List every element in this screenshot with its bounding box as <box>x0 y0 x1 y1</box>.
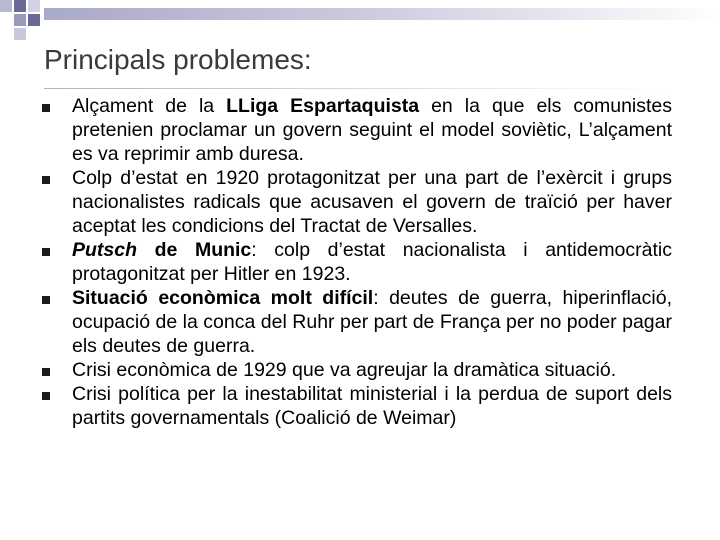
bullet-text-post: : deutes de guerra, hiperinflació, ocupació de la conca del Ruhr per part de França per no poder pagar els deutes de guerra. <box>72 287 672 357</box>
bullet-text: Colp d’estat en 1920 protagonitzat per una part de l’exèrcit i grups nacionalistes radicals que acusaven el govern de traïció per haver aceptat les condicions del Tractat de Versalles. <box>72 167 672 237</box>
square-bullet-icon <box>42 392 50 400</box>
decorative-square <box>14 0 26 12</box>
bullet-text: Crisi econòmica de 1929 que va agreujar la dramàtica situació. <box>72 359 617 381</box>
bullet-text-post: : colp d’estat nacionalista i antidemocràtic protagonitzat per Hitler en 1923. <box>72 239 672 285</box>
title-underline <box>44 88 674 89</box>
bullet-text-bold: Situació econòmica molt difícil <box>72 287 374 309</box>
bullet-text-pre: Alçament de la <box>72 95 227 117</box>
decorative-header <box>0 0 720 40</box>
bullet-item <box>42 358 672 382</box>
bullet-item <box>42 382 672 430</box>
bullet-item <box>42 238 672 286</box>
square-bullet-icon <box>42 176 50 184</box>
bullet-list <box>42 94 672 430</box>
square-bullet-icon <box>42 248 50 256</box>
bullet-text-bold: de Munic <box>137 239 252 261</box>
bullet-text-bold: LLiga Espartaquista <box>226 95 420 117</box>
bullet-item <box>42 166 672 238</box>
slide-title: Principals problemes: <box>44 44 312 75</box>
bullet-text: Crisi política per la inestabilitat ministerial i la perdua de suport dels partits governamentals (Coalició de Weimar) <box>72 383 672 429</box>
decorative-square <box>0 0 12 12</box>
decorative-square <box>14 28 26 40</box>
bullet-text-italic-bold: Putsch <box>72 239 138 261</box>
square-bullet-icon <box>42 296 50 304</box>
bullet-item <box>42 286 672 358</box>
square-bullet-icon <box>42 104 50 112</box>
square-bullet-icon <box>42 368 50 376</box>
bullet-text-post: en la que els comunistes pretenien proclamar un govern seguint el model soviètic, L’alçament es va reprimir amb duresa. <box>72 95 673 165</box>
decorative-square <box>14 14 26 26</box>
decorative-square <box>28 14 40 26</box>
bullet-item <box>42 94 672 166</box>
decorative-square <box>28 0 40 12</box>
decorative-gradient-bar <box>44 8 720 20</box>
